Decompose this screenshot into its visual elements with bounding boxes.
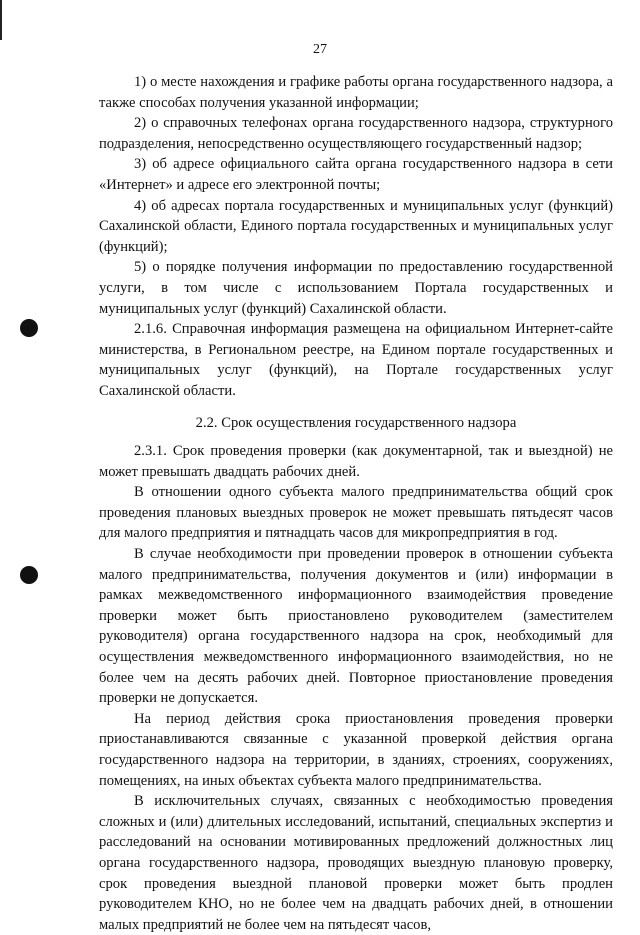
- section-heading: 2.2. Срок осуществления государственного надзора: [195, 414, 517, 431]
- list-item-portals: 4) об адресах портала государственных и муниципальных услуг (функций) Сахалинской области, Единого портала государственных и муниципальных услуг (функций);: [99, 197, 613, 255]
- paragraph-small-business-limit: В отношении одного субъекта малого предпринимательства общий срок проведения плановых выездных проверок не может превышать пятьдесят часов для малого предприятия и пятнадцать часов для микропредприятия в год.: [99, 484, 613, 542]
- paragraph-extension: В исключительных случаях, связанных с необходимостью проведения сложных и (или) длительных исследований, испытаний, специальных экспертиз и расследований на основании мотивированных предложений должностных лиц органа государственного надзора, проводящих выездную плановую проверку, срок проведения выездной плановой проверки может быть продлен руководителем КНО, но не более чем на двадцать рабочих дней, в отношении малых предприятий не более чем на пятьдесят часов,: [99, 793, 613, 933]
- list-item-location: 1) о месте нахождения и графике работы органа государственного надзора, а также способах получения указанной информации;: [99, 74, 613, 111]
- list-item-website: 3) об адресе официального сайта органа государственного надзора в сети «Интернет» и адресе его электронной почты;: [99, 156, 613, 193]
- document-body: [99, 72, 613, 935]
- punch-hole-bottom: [20, 566, 38, 584]
- paragraph-2-3-1: 2.3.1. Срок проведения проверки (как документарной, так и выездной) не может превышать двадцать рабочих дней.: [99, 443, 613, 480]
- paragraph-suspension-period: На период действия срока приостановления проведения проверки приостанавливаются связанные с указанной проверкой действия органа государственного надзора на территории, в зданиях, строениях, сооружениях, помещениях, на иных объектах субъекта малого предпринимательства.: [99, 710, 613, 789]
- punch-hole-top: [20, 319, 38, 337]
- paragraph-2-1-6: 2.1.6. Справочная информация размещена на официальном Интернет-сайте министерства, в Региональном реестре, на Едином портале государственных и муниципальных услуг (функций), на Портале государственных услуг Сахалинской области.: [99, 321, 613, 399]
- list-item-procedure: 5) о порядке получения информации по предоставлению государственной услуги, в том числе с использованием Портала государственных и муниципальных услуг (функций) Сахалинской области.: [99, 259, 613, 317]
- page-number: 27: [313, 42, 327, 57]
- paragraph-suspension: В случае необходимости при проведении проверок в отношении субъекта малого предпринимательства, получения документов и (или) информации в рамках межведомственного информационного взаимодействия проведение проверки может быть приостановлено руководителем (заместителем руководителя) органа государственного надзора на срок, необходимый для осуществления межведомственного информационного взаимодействия, но не более чем на десять рабочих дней. Повторное приостановление проведения проверки не допускается.: [99, 546, 613, 707]
- list-item-phones: 2) о справочных телефонах органа государственного надзора, структурного подразделения, непосредственно осуществляющего государственный надзор;: [99, 115, 613, 152]
- scan-edge-mark: [0, 0, 2, 40]
